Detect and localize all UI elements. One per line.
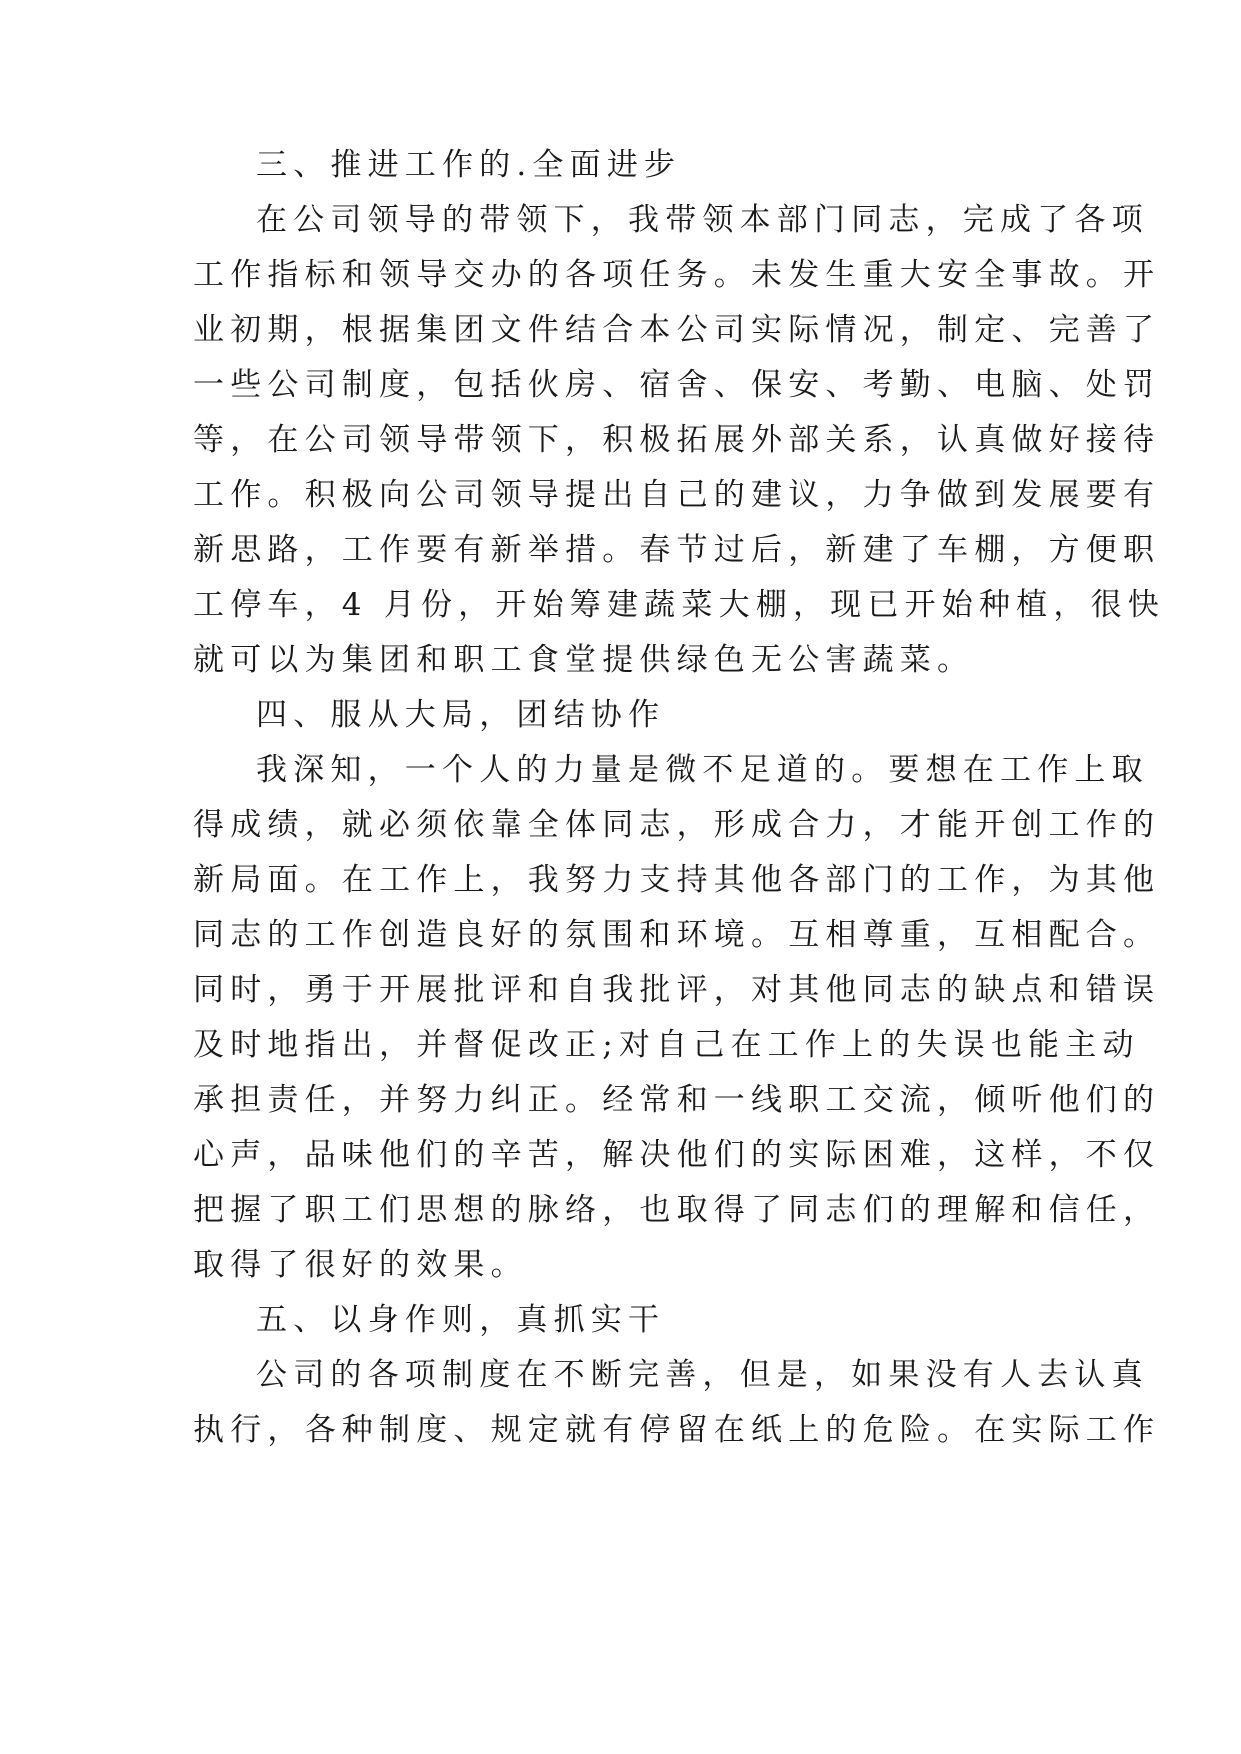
paragraph-line: 取得了很好的效果。 xyxy=(193,1247,528,1283)
paragraph-line: 新局面。在工作上，我努力支持其他各部门的工作，为其他 xyxy=(193,862,1161,898)
paragraph-line: 同时，勇于开展批评和自我批评，对其他同志的缺点和错误 xyxy=(193,972,1161,1008)
paragraph-line: 就可以为集团和职工食堂提供绿色无公害蔬菜。 xyxy=(193,642,975,678)
paragraph-line: 工作指标和领导交办的各项任务。未发生重大安全事故。开 xyxy=(193,257,1161,293)
paragraph-line: 承担责任，并努力纠正。经常和一线职工交流，倾听他们的 xyxy=(193,1082,1161,1118)
paragraph-line: 公司的各项制度在不断完善，但是，如果没有人去认真 xyxy=(256,1357,1149,1393)
paragraph-line: 把握了职工们思想的脉络，也取得了同志们的理解和信任， xyxy=(193,1192,1161,1228)
section-heading: 四、服从大局，团结协作 xyxy=(256,697,666,733)
paragraph-line: 在公司领导的带领下，我带领本部门同志，完成了各项 xyxy=(256,202,1149,238)
paragraph-line: 我深知，一个人的力量是微不足道的。要想在工作上取 xyxy=(256,752,1149,788)
paragraph-line: 及时地指出，并督促改正;对自己在工作上的失误也能主动 xyxy=(193,1027,1140,1063)
paragraph-line: 工停车，4 月份，开始筹建蔬菜大棚，现已开始种植，很快 xyxy=(193,587,1165,623)
paragraph-line: 业初期，根据集团文件结合本公司实际情况，制定、完善了 xyxy=(193,312,1161,348)
paragraph-line: 新思路，工作要有新举措。春节过后，新建了车棚，方便职 xyxy=(193,532,1161,568)
section-heading: 三、推进工作的.全面进步 xyxy=(256,147,682,183)
paragraph-line: 一些公司制度，包括伙房、宿舍、保安、考勤、电脑、处罚 xyxy=(193,367,1161,403)
paragraph-line: 工作。积极向公司领导提出自己的建议，力争做到发展要有 xyxy=(193,477,1161,513)
paragraph-line: 同志的工作创造良好的氛围和环境。互相尊重，互相配合。 xyxy=(193,917,1161,953)
paragraph-line: 等，在公司领导带领下，积极拓展外部关系，认真做好接待 xyxy=(193,422,1161,458)
section-heading: 五、以身作则，真抓实干 xyxy=(256,1302,666,1338)
paragraph-line: 执行，各种制度、规定就有停留在纸上的危险。在实际工作 xyxy=(193,1412,1161,1448)
paragraph-line: 得成绩，就必须依靠全体同志，形成合力，才能开创工作的 xyxy=(193,807,1161,843)
paragraph-line: 心声，品味他们的辛苦，解决他们的实际困难，这样，不仅 xyxy=(193,1137,1161,1173)
